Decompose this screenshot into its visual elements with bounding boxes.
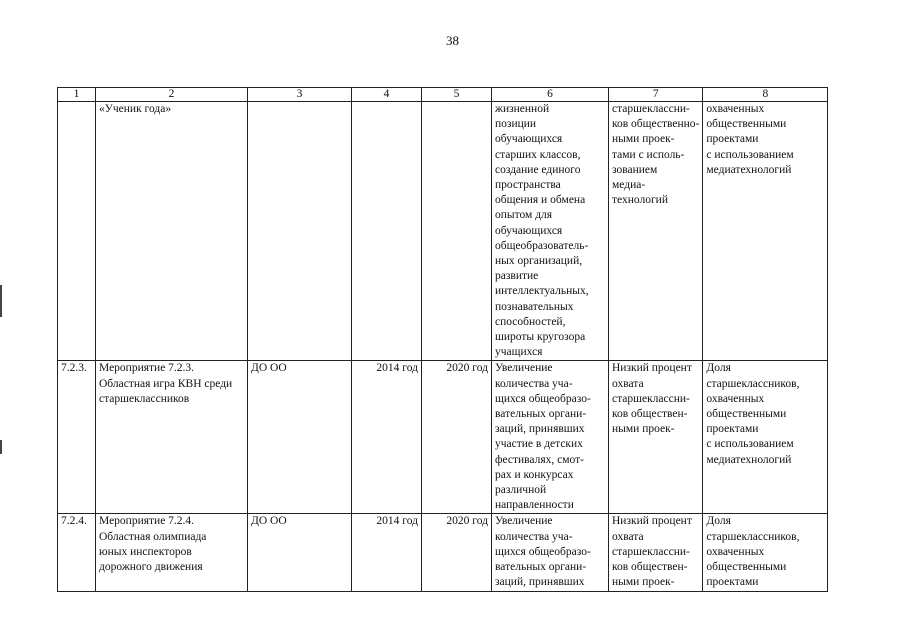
table-row (58, 102, 828, 361)
event-name-cell (96, 514, 248, 592)
risk-cell-line: старшеклассни- (612, 392, 690, 405)
column-number: 5 (422, 88, 492, 102)
start-year-cell: 2014 год (352, 361, 422, 514)
event-name-cell-line: старшеклассников (99, 392, 190, 405)
risk-cell-line: ков общественно- (612, 118, 700, 131)
event-name-cell-line: Областная олимпиада (99, 530, 207, 543)
end-year-cell (422, 102, 492, 361)
expected-result-cell-line: познавательных (495, 300, 574, 313)
indicator-cell (703, 361, 828, 514)
indicator-cell-line: старшеклассников, (706, 530, 800, 543)
expected-result-cell-line: количества уча- (495, 377, 573, 390)
event-name-cell-line: Мероприятие 7.2.4. (99, 515, 195, 528)
executor-cell: ДО ОО (248, 361, 352, 514)
indicator-cell-line: медиатехнологий (706, 163, 792, 176)
item-number-cell (58, 102, 96, 361)
risk-cell-line: Низкий процент (612, 515, 692, 528)
risk-cell-line: тами с исполь- (612, 148, 685, 161)
end-year-cell: 2020 год (422, 514, 492, 592)
indicator-cell-line: старшеклассников, (706, 377, 800, 390)
expected-result-cell-line: общения и обмена (495, 194, 586, 207)
expected-result-cell-line: участие в детских (495, 438, 583, 451)
risk-cell-line: медиа- (612, 179, 646, 192)
indicator-cell-line: проектами (706, 133, 759, 146)
column-number: 7 (609, 88, 703, 102)
binding-mark (0, 440, 2, 454)
indicator-cell-line: общественными (706, 408, 787, 421)
indicator-cell (703, 102, 828, 361)
event-name-cell-line: Областная игра КВН среди (99, 377, 233, 390)
column-number-row (58, 88, 828, 102)
table-row (58, 514, 828, 592)
risk-cell-line: ными проек- (612, 576, 675, 589)
risk-cell (609, 102, 703, 361)
indicator-cell-line: общественными (706, 561, 787, 574)
expected-result-cell-line: рах и конкурсах (495, 468, 574, 481)
table-row (58, 361, 828, 514)
risk-cell-line: охвата (612, 377, 644, 390)
expected-result-cell-line: общеобразователь- (495, 239, 589, 252)
indicator-cell-line: охваченных (706, 103, 765, 115)
expected-result-cell-line: количества уча- (495, 530, 573, 543)
expected-result-cell-line: интеллектуальных, (495, 285, 589, 298)
expected-result-cell (492, 102, 609, 361)
start-year-cell: 2014 год (352, 514, 422, 592)
expected-result-cell-line: способностей, (495, 315, 566, 328)
risk-cell-line: старшеклассни- (612, 103, 690, 115)
expected-result-cell-line: ных организаций, (495, 255, 583, 268)
risk-cell-line: Низкий процент (612, 362, 692, 375)
start-year-cell (352, 102, 422, 361)
expected-result-cell-line: Увеличение (495, 515, 553, 528)
event-name-cell-line: дорожного движения (99, 561, 203, 574)
event-name-cell-line: «Ученик года» (99, 103, 172, 115)
column-number: 2 (96, 88, 248, 102)
risk-cell-line: зованием (612, 163, 658, 176)
expected-result-cell-line: опытом для (495, 209, 553, 222)
indicator-cell-line: охваченных (706, 392, 765, 405)
event-name-cell (96, 102, 248, 361)
expected-result-cell-line: обучающихся (495, 224, 563, 237)
indicator-cell-line: проектами (706, 576, 759, 589)
expected-result-cell-line: Увеличение (495, 362, 553, 375)
expected-result-cell-line: заций, принявших (495, 576, 585, 589)
expected-result-cell-line: щихся общеобразо- (495, 545, 591, 558)
risk-cell-line: ков обществен- (612, 561, 688, 574)
risk-cell-line: старшеклассни- (612, 545, 690, 558)
expected-result-cell-line: развитие (495, 270, 539, 283)
indicator-cell-line: охваченных (706, 545, 765, 558)
expected-result-cell-line: учащихся (495, 346, 543, 359)
expected-result-cell-line: заций, принявших (495, 423, 585, 436)
expected-result-cell (492, 361, 609, 514)
indicator-cell-line: с использованием (706, 148, 794, 161)
event-name-cell-line: Мероприятие 7.2.3. (99, 362, 195, 375)
expected-result-cell-line: обучающихся (495, 133, 563, 146)
indicator-cell-line: с использованием (706, 438, 794, 451)
end-year-cell: 2020 год (422, 361, 492, 514)
expected-result-cell-line: широты кругозора (495, 331, 586, 344)
plan-table (57, 87, 828, 592)
indicator-cell (703, 514, 828, 592)
expected-result-cell-line: создание единого (495, 163, 581, 176)
expected-result-cell-line: жизненной (495, 103, 550, 115)
expected-result-cell-line: позиции (495, 118, 537, 131)
page-number: 38 (446, 33, 459, 48)
risk-cell-line: технологий (612, 194, 668, 207)
expected-result-cell-line: щихся общеобразо- (495, 392, 591, 405)
risk-cell-line: ными проек- (612, 423, 675, 436)
risk-cell-line: ков обществен- (612, 408, 688, 421)
expected-result-cell-line: направленности (495, 499, 574, 512)
indicator-cell-line: медиатехнологий (706, 453, 792, 466)
event-name-cell (96, 361, 248, 514)
indicator-cell-line: Доля (706, 362, 731, 375)
executor-cell: ДО ОО (248, 514, 352, 592)
expected-result-cell-line: старших классов, (495, 148, 581, 161)
column-number: 8 (703, 88, 828, 102)
event-name-cell-line: юных инспекторов (99, 545, 192, 558)
expected-result-cell-line: пространства (495, 179, 561, 192)
risk-cell-line: охвата (612, 530, 644, 543)
risk-cell (609, 514, 703, 592)
indicator-cell-line: Доля (706, 515, 731, 528)
column-number: 1 (58, 88, 96, 102)
expected-result-cell (492, 514, 609, 592)
column-number: 6 (492, 88, 609, 102)
expected-result-cell-line: вательных органи- (495, 408, 587, 421)
expected-result-cell-line: различной (495, 484, 547, 497)
item-number-cell: 7.2.3. (58, 361, 96, 514)
expected-result-cell-line: фестивалях, смот- (495, 453, 584, 466)
column-number: 3 (248, 88, 352, 102)
risk-cell-line: ными проек- (612, 133, 675, 146)
column-number: 4 (352, 88, 422, 102)
indicator-cell-line: проектами (706, 423, 759, 436)
item-number-cell: 7.2.4. (58, 514, 96, 592)
binding-mark (0, 285, 2, 317)
risk-cell (609, 361, 703, 514)
expected-result-cell-line: вательных органи- (495, 561, 587, 574)
indicator-cell-line: общественными (706, 118, 787, 131)
executor-cell (248, 102, 352, 361)
